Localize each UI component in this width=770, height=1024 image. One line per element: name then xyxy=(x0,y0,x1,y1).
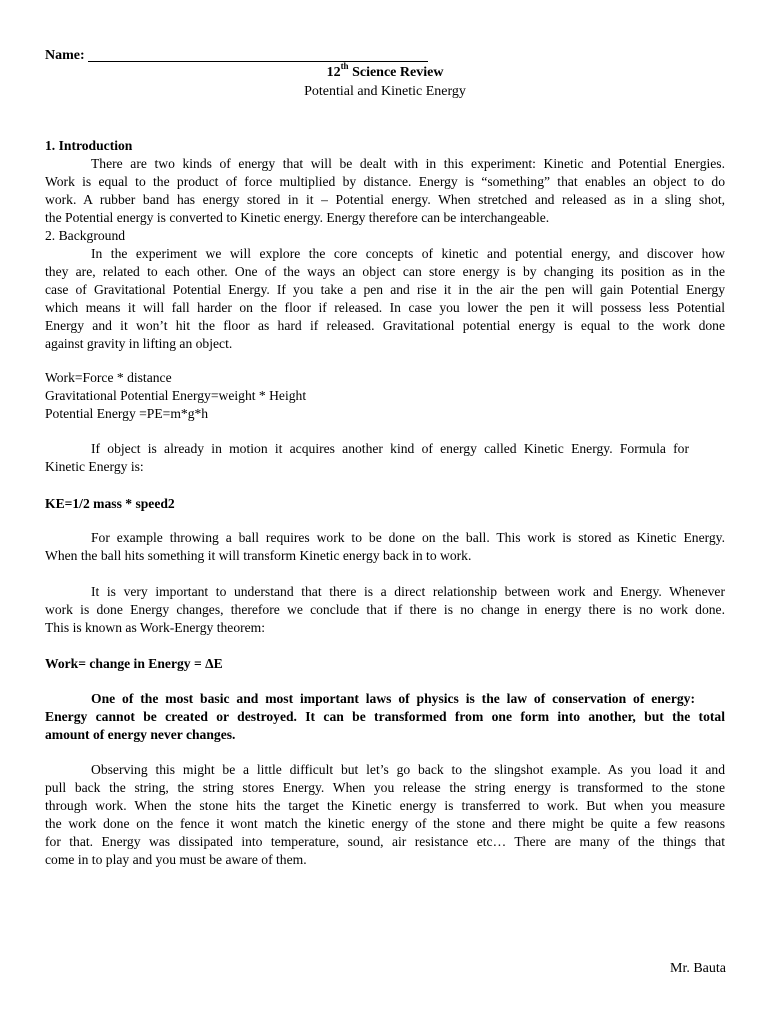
work-energy-paragraph xyxy=(45,583,725,637)
work-energy-line: It is very important to understand that there is a direct relationship between work and Energy. Whenever xyxy=(91,584,725,599)
ke-formula: KE=1/2 mass * speed2 xyxy=(45,496,175,511)
background-line: which means it will fall harder on the floor if released. In case you lower the pen it will possess less Potential xyxy=(45,300,725,315)
page-title xyxy=(0,61,770,82)
work-energy-line: work is done Energy changes, therefore we conclude that if there is no change in energy there is no work done. xyxy=(45,602,725,617)
formula-list xyxy=(45,369,725,423)
conservation-paragraph xyxy=(45,690,725,744)
background-section xyxy=(45,227,725,353)
background-line: against gravity in lifting an object. xyxy=(45,336,233,351)
slingshot-line: the work done on the fence it wont match the kinetic energy of the stone and there might be quite a few reasons xyxy=(45,816,725,831)
intro-line: Work is equal to the product of force multiplied by distance. Energy is “something” that enables an object to do xyxy=(45,174,725,189)
conservation-line: One of the most basic and most important laws of physics is the law of conservation of energy: xyxy=(91,691,695,706)
work-energy-line: This is known as Work-Energy theorem: xyxy=(45,620,266,635)
background-line: In the experiment we will explore the core concepts of kinetic and potential energy, and discover how xyxy=(91,246,725,261)
slingshot-paragraph xyxy=(45,761,725,869)
slingshot-line: pull back the string, the string stores Energy. When you release the string energy is transformed to the stone xyxy=(45,780,725,795)
title-number: 12 xyxy=(326,65,341,80)
ball-example-line: When the ball hits something it will transform Kinetic energy back in to work. xyxy=(45,548,472,563)
slingshot-line: through work. When the stone hits the target the Kinetic energy is transferred to work. But when you measure xyxy=(45,798,725,813)
conservation-line: amount of energy never changes. xyxy=(45,727,236,742)
author-footer: Mr. Bauta xyxy=(670,961,726,976)
slingshot-line: come in to play and you must be aware of them. xyxy=(45,852,307,867)
conservation-line: Energy cannot be created or destroyed. It can be transformed from one form into another, but the total xyxy=(45,709,725,724)
intro-line: There are two kinds of energy that will be dealt with in this experiment: Kinetic and Potential Energies. xyxy=(91,156,725,171)
background-line: case of Gravitational Potential Energy. If you take a pen and rise it in the air the pen will gain Potential Energy xyxy=(45,282,725,297)
work-formula: Work= change in Energy = ΔE xyxy=(45,656,223,671)
introduction-heading: 1. Introduction xyxy=(45,138,133,153)
kinetic-intro-line: If object is already in motion it acquires another kind of energy called Kinetic Energy. Formula for xyxy=(91,441,689,456)
background-line: they are, related to each other. One of the ways an object can store energy is by changing its position as in the xyxy=(45,264,725,279)
name-blank-line xyxy=(88,61,428,62)
ball-example-paragraph xyxy=(45,529,725,565)
intro-line: the Potential energy is converted to Kinetic energy. Energy therefore can be interchangeable. xyxy=(45,210,550,225)
formula-pe: Potential Energy =PE=m*g*h xyxy=(45,406,209,421)
introduction-section xyxy=(45,137,725,227)
background-heading: 2. Background xyxy=(45,228,126,243)
formula-gpe: Gravitational Potential Energy=weight * Height xyxy=(45,388,307,403)
slingshot-line: for that. Energy was dissipated into temperature, sound, air resistance etc… There are many of the things that xyxy=(45,834,725,849)
intro-line: work. A rubber band has energy stored in it – Potential energy. When stretched and released as in a sling shot, xyxy=(45,192,725,207)
title-superscript: th xyxy=(340,61,349,72)
slingshot-line: Observing this might be a little difficult but let’s go back to the slingshot example. As you load it and xyxy=(91,762,725,777)
kinetic-intro-line: Kinetic Energy is: xyxy=(45,459,144,474)
title-text: Science Review xyxy=(348,65,444,80)
background-line: Energy and it won’t hit the floor as hard if released. Gravitational potential energy is equal to the work done xyxy=(45,318,725,333)
name-label: Name: xyxy=(45,48,85,63)
kinetic-intro-paragraph xyxy=(45,440,725,476)
ball-example-line: For example throwing a ball requires work to be done on the ball. This work is stored as Kinetic Energy. xyxy=(91,530,725,545)
page-subtitle: Potential and Kinetic Energy xyxy=(304,84,466,99)
formula-work: Work=Force * distance xyxy=(45,370,172,385)
